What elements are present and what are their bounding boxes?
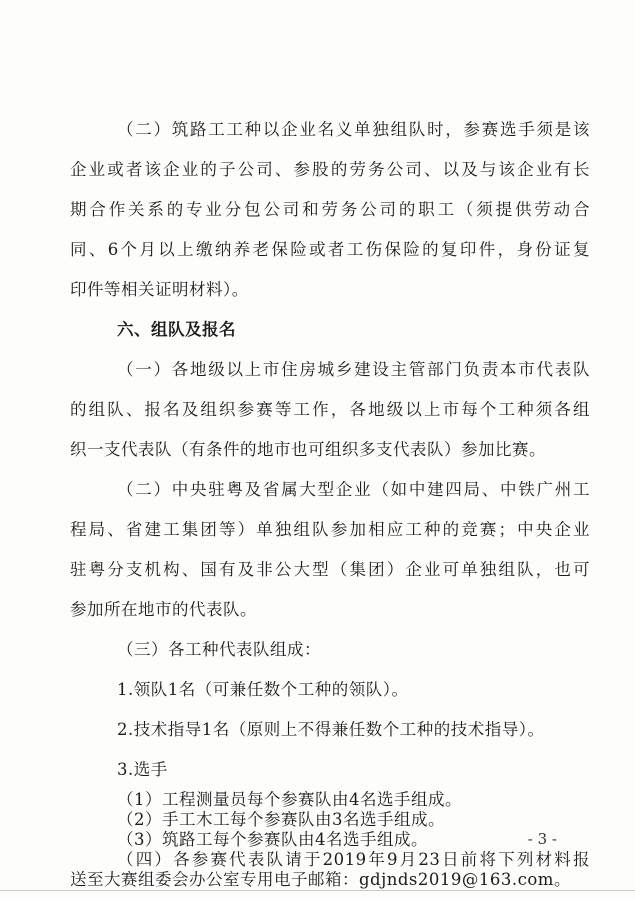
paragraph-line: 程局、省建工集团等）单独组队参加相应工种的竞赛；中央企业 — [70, 520, 590, 539]
paragraph-line: 同、6个月以上缴纳养老保险或者工伤保险的复印件，身份证复 — [70, 240, 590, 259]
list-item: 3.选手 — [117, 760, 168, 779]
paragraph-line: 印件等相关证明材料）。 — [70, 280, 249, 299]
paragraph-line: （二）筑路工工种以企业名义单独组队时，参赛选手须是该 — [117, 120, 590, 139]
list-item: 1.领队1名（可兼任数个工种的领队）。 — [117, 680, 409, 699]
sub-list-item: （1）工程测量员每个参赛队由4名选手组成。 — [117, 790, 462, 809]
paragraph-line: 送至大赛组委会办公室专用电子邮箱：gdjnds2019@163.com。 — [70, 870, 571, 889]
page-number: - 3 - — [527, 830, 557, 848]
paragraph-line: （三）各工种代表队组成： — [117, 640, 321, 659]
list-item: 2.技术指导1名（原则上不得兼任数个工种的技术指导）。 — [117, 720, 545, 739]
sub-list-item: （2）手工木工每个参赛队由3名选手组成。 — [117, 810, 445, 829]
page-edge-divider — [0, 890, 635, 891]
paragraph-line: 的组队、报名及组织参赛等工作，各地级以上市每个工种须各组 — [70, 400, 590, 419]
paragraph-line: （四）各参赛代表队请于2019年9月23日前将下列材料报 — [117, 850, 590, 869]
paragraph-line: （二）中央驻粤及省属大型企业（如中建四局、中铁广州工 — [117, 480, 590, 499]
paragraph-line: （一）各地级以上市住房城乡建设主管部门负责本市代表队 — [117, 360, 590, 379]
paragraph-line: 企业或者该企业的子公司、参股的劳务公司、以及与该企业有长 — [70, 160, 590, 179]
sub-list-item: （3）筑路工每个参赛队由4名选手组成。 — [117, 830, 428, 849]
paragraph-line: 织一支代表队（有条件的地市也可组织多支代表队）参加比赛。 — [70, 440, 546, 459]
section-heading: 六、组队及报名 — [117, 320, 236, 339]
paragraph-line: 期合作关系的专业分包公司和劳务公司的职工（须提供劳动合 — [70, 200, 590, 219]
paragraph-line: 参加所在地市的代表队。 — [70, 600, 257, 619]
paragraph-line: 驻粤分支机构、国有及非公大型（集团）企业可单独组队，也可 — [70, 560, 590, 579]
